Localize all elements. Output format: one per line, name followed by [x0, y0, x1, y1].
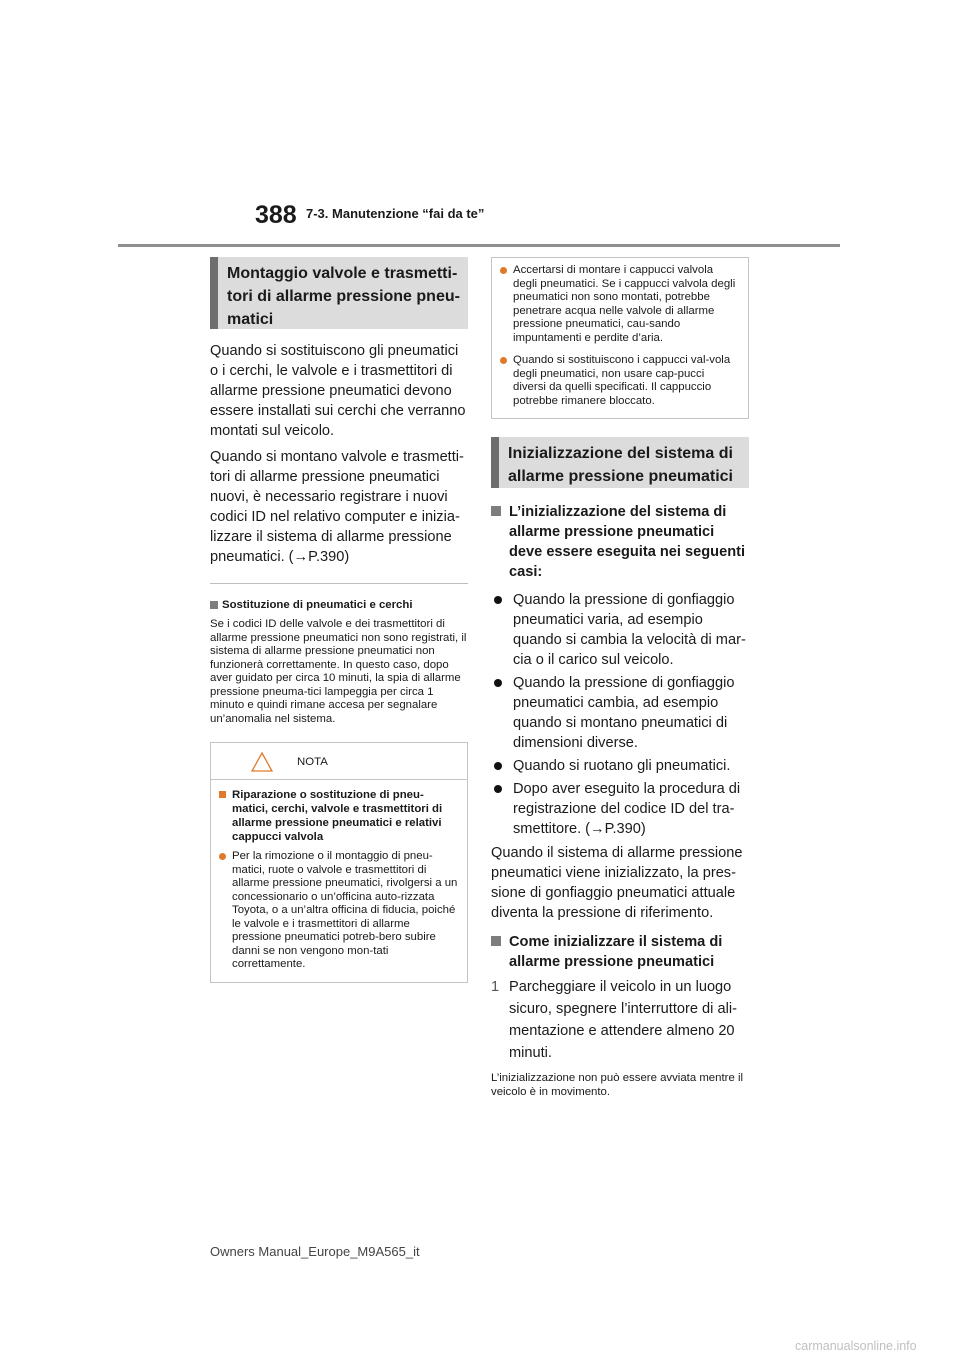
- square-bullet-icon: [219, 791, 226, 798]
- notice-sub-heading: [219, 788, 459, 844]
- note-text: L’inizializzazione non può essere avviata mentre il veicolo è in movimento.: [491, 1072, 744, 1098]
- circle-bullet-icon: [500, 267, 507, 274]
- paragraph: Quando il sistema di allarme pressione pneumatici viene inizializzato, la pres-sione di gonfiaggio pneumatici attuale diventa la pressione di riferimento.: [491, 845, 743, 921]
- notice-bullet: [500, 264, 740, 345]
- notice-bullet-text: Accertarsi di montare i cappucci valvola degli pneumatici. Se i cappucci valvola degli pneumatici non sono montati, potrebbe penetrare acqua nelle valvole di allarme pressione pneumatici, cau-sando impuntamenti e perdite d’aria.: [513, 264, 736, 344]
- notice-bullet: [500, 354, 740, 408]
- bullet-dot-icon: [494, 785, 502, 793]
- sub-heading-text: Sostituzione di pneumatici e cerchi: [222, 599, 413, 611]
- sub-heading-text: L’inizializzazione del sistema di allarme pressione pneumatici deve essere eseguita nei seguenti casi:: [509, 504, 746, 580]
- footer-text: Owners Manual_Europe_M9A565_it: [210, 1244, 420, 1259]
- step-number: 1: [491, 979, 500, 995]
- list-item: [491, 673, 749, 753]
- list-item-text: Quando si ruotano gli pneumatici.: [513, 758, 731, 774]
- notice-bullet-text: Quando si sostituiscono i cappucci val-vola degli pneumatici, non usare cap-pucci diversi da quelli specificati. Il cappuccio potrebbe rimanere bloccato.: [513, 354, 731, 407]
- sub-heading: [491, 502, 749, 582]
- sub-heading: [210, 598, 468, 612]
- list-item: [491, 779, 749, 839]
- paragraph: Quando si sostituiscono gli pneumatici o i cerchi, le valvole e i trasmettitori di allarme pressione pneumatici devono essere installati sui cerchi che verranno montati sul veicolo.: [210, 343, 466, 439]
- warning-triangle-icon: [251, 752, 273, 772]
- step-text: Parcheggiare il veicolo in un luogo sicuro, spegnere l’interruttore di ali-mentazione e attendere almeno 20 minuti.: [509, 979, 737, 1061]
- section-heading-initialization: Inizializzazione del sistema di allarme pressione pneumatici: [491, 437, 749, 488]
- bullet-dot-icon: [494, 762, 502, 770]
- section-heading-valve-mounting: Montaggio valvole e trasmetti-tori di allarme pressione pneu-matici: [210, 257, 468, 329]
- watermark-text: carmanualsonline.info: [795, 1339, 917, 1353]
- paragraph-small: Se i codici ID delle valvole e dei trasmettitori di allarme pressione pneumatici non sono registrati, il sistema di allarme pressione pneumatici non funzionerà correttamente. In questo caso, dopo aver guidato per circa 10 minuti, la spia di allarme pressione pneuma-tici lampeggia per circa 1 minuto e quindi rimane accesa per segnalare un’anomalia nel sistema.: [210, 618, 467, 725]
- list-item: [491, 590, 749, 670]
- notice-box: [210, 742, 468, 983]
- notice-bullet: [219, 850, 459, 972]
- sub-heading: [491, 932, 749, 972]
- notice-sub-heading-text: Riparazione o sostituzione di pneu-matici, cerchi, valvole e trasmettitori di allarme pressione pneumatici e relativi cappucci valvola: [232, 789, 443, 843]
- header-rule: [118, 244, 840, 247]
- bullet-dot-icon: [494, 596, 502, 604]
- notice-title: [219, 751, 459, 773]
- square-bullet-icon: [491, 936, 501, 946]
- circle-bullet-icon: [500, 357, 507, 364]
- square-bullet-icon: [210, 601, 218, 609]
- notice-bullet-text: Per la rimozione o il montaggio di pneu-matici, ruote o valvole e trasmettitori di allarme pressione pneumatici, rivolgersi a un concessionario o un’officina auto-rizzata Toyota, o a un’altra officina di fiducia, poiché le valvole e i trasmettitori di allarme pressione pneumatici potreb-bero subire danni se non vengono mon-tati correttamente.: [232, 850, 458, 970]
- list-item-text: Dopo aver eseguito la procedura di registrazione del codice ID del tra-smettitore. (→P.390): [513, 781, 741, 837]
- divider: [210, 583, 468, 584]
- paragraph: Quando si montano valvole e trasmetti-tori di allarme pressione pneumatici nuovi, è necessario registrare i nuovi codici ID nel relativo computer e inizia-lizzare il sistema di allarme pressione pneumatici. (→P.390): [210, 449, 464, 565]
- list-item-text: Quando la pressione di gonfiaggio pneumatici cambia, ad esempio quando si montano pneumatici di dimensioni diverse.: [513, 675, 735, 751]
- list-item: [491, 756, 749, 776]
- sub-heading-text: Come inizializzare il sistema di allarme pressione pneumatici: [509, 934, 723, 970]
- square-bullet-icon: [491, 506, 501, 516]
- notice-title-text: NOTA: [297, 756, 328, 768]
- bullet-dot-icon: [494, 679, 502, 687]
- page-number: 388: [255, 201, 297, 229]
- chapter-title: 7-3. Manutenzione “fai da te”: [306, 206, 485, 221]
- notice-box-continued: [491, 257, 749, 419]
- list-item-text: Quando la pressione di gonfiaggio pneumatici varia, ad esempio quando si cambia la velocità di mar-cia o il carico sul veicolo.: [513, 592, 746, 668]
- step-item: [491, 976, 749, 1064]
- right-column: [491, 257, 749, 1099]
- notice-divider: [211, 779, 467, 780]
- left-column: [210, 257, 468, 983]
- circle-bullet-icon: [219, 853, 226, 860]
